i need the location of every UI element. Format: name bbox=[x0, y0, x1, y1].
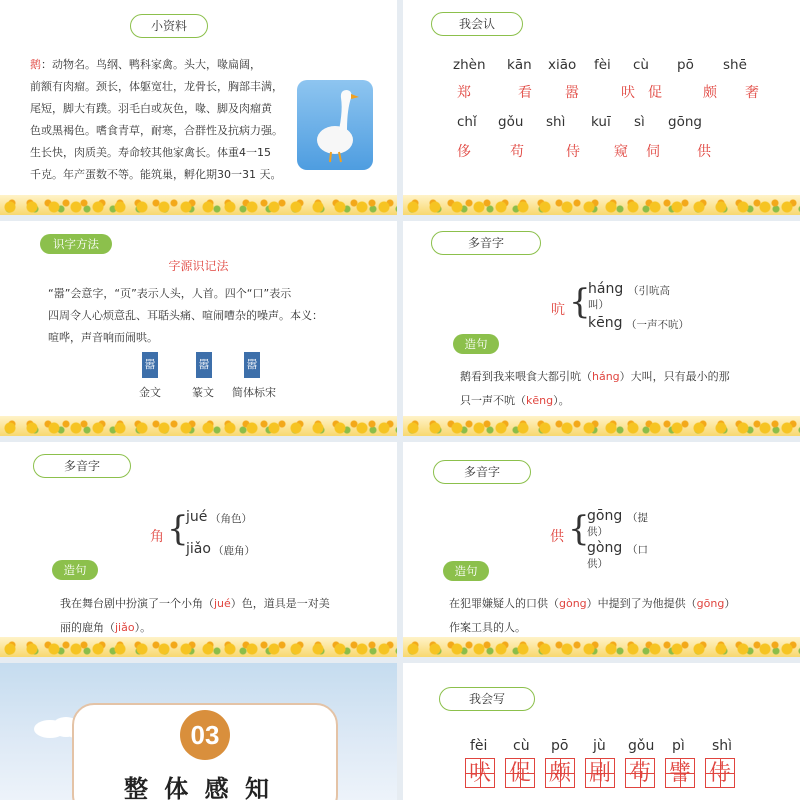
polyphone-char: 角 bbox=[150, 529, 164, 545]
flower-border bbox=[403, 637, 800, 657]
description-line: 前额有肉瘤。颈长，体躯宽壮，龙骨长，胸部丰满， bbox=[30, 80, 283, 93]
pinyin: shì bbox=[712, 738, 733, 754]
hanzi: 看 bbox=[518, 85, 532, 101]
example-sentence bbox=[449, 592, 779, 640]
slide-goose-info[interactable] bbox=[0, 0, 397, 215]
pinyin: fèi bbox=[594, 57, 611, 73]
writing-box: 剧 bbox=[585, 758, 615, 788]
method-line: “嚣”会意字，“页”表示人头，人首。四个“口”表示 bbox=[48, 287, 292, 300]
pinyin: fèi bbox=[470, 738, 488, 754]
reading-note: （角色） bbox=[210, 513, 252, 525]
sentence-line: 只一声不吭（kēng）。 bbox=[460, 394, 570, 407]
hanzi: 郑 bbox=[457, 85, 471, 101]
pinyin: pō bbox=[551, 738, 569, 754]
pinyin: kān bbox=[507, 57, 532, 73]
slide-section-title[interactable] bbox=[0, 663, 397, 800]
pinyin: chǐ bbox=[457, 114, 477, 130]
reading: kēng bbox=[588, 315, 623, 331]
section-pill: 小资料 bbox=[130, 14, 208, 38]
method-line: 四周令人心烦意乱、耳聒头痛、喧闹嘈杂的噪声。本义： bbox=[48, 309, 323, 322]
goose-photo bbox=[297, 80, 373, 170]
brace: { bbox=[569, 282, 591, 322]
glyph-label: 篆文 bbox=[192, 386, 214, 399]
reading-note: （提 bbox=[627, 512, 648, 524]
hanzi: 颇 bbox=[703, 85, 717, 101]
pinyin: gōng bbox=[668, 114, 702, 130]
sentence-line: 作案工具的人。 bbox=[449, 621, 526, 634]
reading: háng bbox=[588, 281, 624, 297]
method-text bbox=[48, 283, 368, 349]
flower-border bbox=[403, 416, 800, 436]
pinyin: sì bbox=[634, 114, 645, 130]
slide-recognize-chars[interactable] bbox=[403, 0, 800, 215]
section-pill: 多音字 bbox=[431, 231, 541, 255]
sentence-line: 在犯罪嫌疑人的口供（gòng）中提到了为他提供（gōng） bbox=[449, 597, 736, 610]
hanzi: 侍 bbox=[566, 144, 580, 160]
section-pill: 我会认 bbox=[431, 12, 523, 36]
glyph-seal-script: 嚣 bbox=[196, 352, 212, 378]
reading: gòng bbox=[587, 540, 623, 556]
pinyin: cù bbox=[513, 738, 530, 754]
reading: gōng bbox=[587, 508, 623, 524]
description-line: 生长快，肉质美。寿命较其他家禽长。体重4一15 bbox=[30, 146, 271, 159]
section-pill: 多音字 bbox=[433, 460, 531, 484]
example-label: 造句 bbox=[52, 560, 98, 580]
pinyin: jù bbox=[593, 738, 606, 754]
example-label: 造句 bbox=[443, 561, 489, 581]
reading-note: （口 bbox=[627, 544, 648, 556]
hanzi: 侈 bbox=[457, 144, 471, 160]
reading-note: 叫） bbox=[588, 299, 609, 311]
section-pill: 我会写 bbox=[439, 687, 535, 711]
method-subtitle: 字源识记法 bbox=[168, 259, 229, 273]
description-line: 鹅：动物名。鸟纲、鸭科家禽。头大，喙扁阔， bbox=[30, 58, 261, 71]
reading: jué bbox=[186, 509, 208, 525]
pinyin: xiāo bbox=[548, 57, 577, 73]
flower-border bbox=[403, 195, 800, 215]
example-sentence bbox=[60, 592, 360, 640]
pinyin: shē bbox=[723, 57, 747, 73]
hanzi: 促 bbox=[648, 85, 662, 101]
pinyin: cù bbox=[633, 57, 649, 73]
slide-character-method[interactable] bbox=[0, 221, 397, 436]
sentence-line: 丽的鹿角（jiǎo）。 bbox=[60, 621, 152, 634]
pinyin: shì bbox=[546, 114, 566, 130]
example-sentence bbox=[460, 365, 760, 413]
slide-polyphone-gong[interactable] bbox=[403, 442, 800, 657]
pinyin: gǒu bbox=[498, 114, 524, 130]
term: 鹅 bbox=[30, 58, 41, 71]
glyph-label: 简体标宋 bbox=[232, 386, 276, 399]
sentence-line: 鹅看到我来喂食大都引吭（háng）大叫，只有最小的那 bbox=[460, 370, 730, 383]
writing-box: 吠 bbox=[465, 758, 495, 788]
section-pill: 识字方法 bbox=[40, 234, 112, 254]
polyphone-char: 供 bbox=[550, 529, 564, 545]
section-title: 整 体 感 知 bbox=[123, 775, 274, 800]
glyph-label: 金文 bbox=[139, 386, 161, 399]
writing-box: 侍 bbox=[705, 758, 735, 788]
writing-box: 颇 bbox=[545, 758, 575, 788]
flower-border bbox=[0, 416, 397, 436]
reading-note: （引吭高 bbox=[628, 285, 670, 297]
flower-border bbox=[0, 195, 397, 215]
hanzi: 窥 bbox=[614, 144, 628, 160]
section-pill: 多音字 bbox=[33, 454, 131, 478]
description-line: 色或黑褐色。嗜食青草，耐寒，合群性及抗病力强。 bbox=[30, 124, 283, 137]
example-label: 造句 bbox=[453, 334, 499, 354]
slide-polyphone-jue[interactable] bbox=[0, 442, 397, 657]
hanzi: 供 bbox=[697, 144, 711, 160]
hanzi: 伺 bbox=[646, 144, 660, 160]
reading-note: 供） bbox=[587, 526, 608, 538]
reading-note: （鹿角） bbox=[213, 545, 255, 557]
hanzi: 吠 bbox=[621, 85, 635, 101]
method-line: 喧哗，声音响而闹哄。 bbox=[48, 331, 158, 344]
hanzi: 苟 bbox=[510, 144, 524, 160]
slide-polyphone-hang[interactable] bbox=[403, 221, 800, 436]
description-line: 尾短，脚大有蹼。羽毛白或灰色，喙、脚及肉瘤黄 bbox=[30, 102, 272, 115]
writing-box: 譬 bbox=[665, 758, 695, 788]
writing-box: 促 bbox=[505, 758, 535, 788]
glyph-bronze-script: 嚣 bbox=[142, 352, 158, 378]
polyphone-char: 吭 bbox=[551, 302, 565, 318]
reading-note: 供） bbox=[587, 558, 608, 570]
pinyin: pō bbox=[677, 57, 694, 73]
section-number: 03 bbox=[180, 710, 230, 760]
pinyin: zhèn bbox=[453, 57, 486, 73]
reading-note: （一声不吭） bbox=[626, 319, 689, 331]
pinyin: pì bbox=[672, 738, 685, 754]
sentence-line: 我在舞台剧中扮演了一个小角（jué）色，道具是一对美 bbox=[60, 597, 330, 610]
goose-description bbox=[30, 54, 300, 186]
hanzi: 嚣 bbox=[565, 85, 579, 101]
pinyin: gǒu bbox=[628, 738, 655, 754]
writing-box: 苟 bbox=[625, 758, 655, 788]
reading: jiǎo bbox=[186, 541, 211, 557]
flower-border bbox=[0, 637, 397, 657]
brace: { bbox=[568, 509, 590, 549]
hanzi: 奢 bbox=[745, 85, 759, 101]
pinyin: kuī bbox=[591, 114, 611, 130]
description-line: 千克。年产蛋数不等。能筑巢，孵化期30一31 天。 bbox=[30, 168, 282, 181]
brace: { bbox=[167, 509, 189, 549]
glyph-simplified: 嚣 bbox=[244, 352, 260, 378]
